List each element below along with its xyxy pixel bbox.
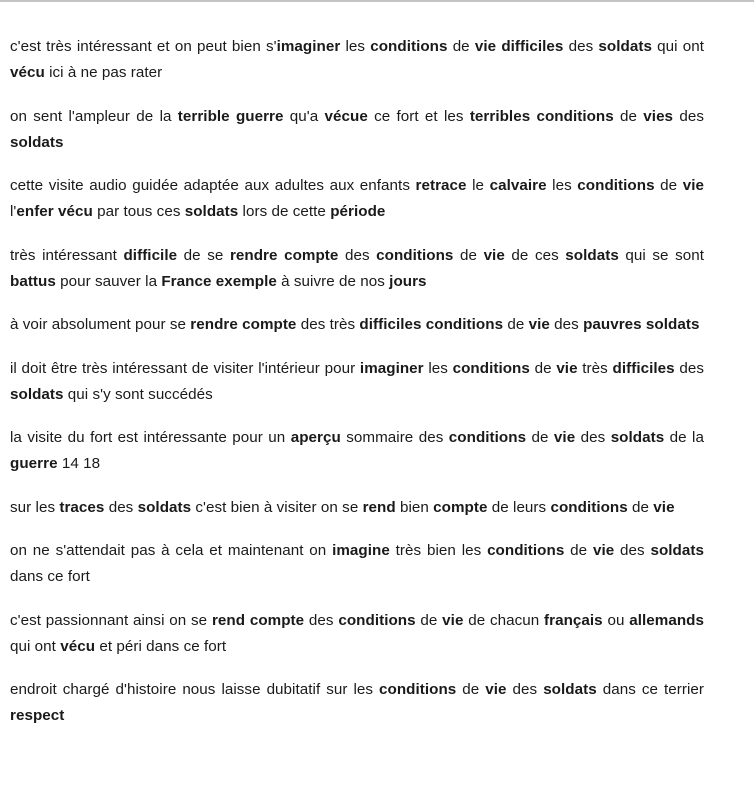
text-run: qu'a: [283, 107, 325, 125]
review-paragraph: [10, 104, 704, 156]
keyword-bold: traces: [59, 498, 105, 516]
keyword-bold: compte: [433, 498, 488, 516]
text-run: la visite du fort est intéressante pour un: [10, 429, 291, 446]
text-run: les: [423, 359, 453, 377]
text-run: de: [529, 359, 557, 377]
review-paragraph: [10, 677, 704, 729]
text-run: 14 18: [57, 455, 101, 472]
text-run: de: [447, 38, 475, 55]
keyword-bold: jours: [389, 272, 427, 290]
keyword-bold: vie: [553, 429, 576, 446]
text-run: de: [564, 542, 593, 559]
text-run: ici à ne pas rater: [44, 64, 163, 81]
keyword-bold: allemands: [629, 611, 704, 629]
keyword-bold: période: [330, 203, 386, 220]
keyword-bold: conditions: [376, 246, 454, 264]
text-run: des très: [296, 316, 360, 333]
keyword-bold: soldats: [543, 681, 597, 698]
keyword-bold: conditions: [370, 38, 448, 55]
text-run: très intéressant: [10, 246, 124, 264]
text-run: des: [104, 498, 138, 516]
keyword-bold: vie: [474, 38, 497, 55]
text-run: de: [453, 246, 484, 264]
document-body: [10, 34, 704, 747]
text-run: des: [614, 542, 651, 559]
keyword-bold: difficiles: [612, 359, 675, 377]
review-paragraph: [10, 34, 704, 86]
text-run: bien: [395, 498, 434, 516]
text-run: dans ce fort: [10, 568, 90, 585]
text-run: de: [627, 498, 654, 516]
keyword-bold: français: [544, 611, 603, 629]
keyword-bold: imaginer: [276, 38, 341, 55]
text-run: endroit chargé d'histoire nous laisse dubitatif sur les: [10, 681, 380, 698]
review-paragraph: [10, 425, 704, 477]
text-run: de chacun: [463, 611, 545, 629]
text-run: les: [340, 38, 371, 55]
text-run: c'est très intéressant et on peut bien s': [10, 38, 277, 55]
text-run: des: [575, 429, 611, 446]
text-run: des: [338, 246, 377, 264]
keyword-bold: rend: [362, 498, 396, 516]
keyword-bold: conditions: [448, 429, 527, 446]
text-run: c'est passionnant ainsi on se: [10, 611, 212, 629]
text-run: on sent l'ampleur de la: [10, 107, 178, 125]
keyword-bold: soldats: [10, 385, 64, 403]
keyword-bold: vécue: [324, 107, 368, 125]
keyword-bold: terrible guerre: [177, 107, 284, 125]
text-run: qui s'y sont succédés: [63, 385, 213, 403]
keyword-bold: imaginer: [359, 359, 424, 377]
text-run: pour sauver la: [55, 272, 162, 290]
review-paragraph: [10, 538, 704, 590]
text-run: lors de cette: [238, 203, 331, 220]
text-run: des: [549, 316, 584, 333]
text-run: à suivre de nos: [276, 272, 390, 290]
text-run: cette visite audio guidée adaptée aux adultes aux enfants: [10, 177, 416, 194]
text-run: de: [415, 611, 443, 629]
text-run: de: [456, 681, 486, 698]
text-run: il doit être très intéressant de visiter l'intérieur pour: [10, 359, 360, 377]
text-run: de se: [177, 246, 230, 264]
text-run: de leurs: [487, 498, 551, 516]
text-run: l': [10, 203, 17, 220]
review-paragraph: [10, 312, 704, 338]
keyword-bold: soldats: [184, 203, 239, 220]
keyword-bold: soldats: [650, 542, 704, 559]
keyword-bold: rendre compte: [229, 246, 339, 264]
text-run: de: [503, 316, 529, 333]
text-run: ou: [602, 611, 630, 629]
keyword-bold: guerre: [10, 455, 58, 472]
keyword-bold: conditions: [379, 681, 457, 698]
text-run: et péri dans ce fort: [95, 637, 227, 655]
text-run: c'est bien à visiter on se: [191, 498, 363, 516]
text-run: qui se sont: [618, 246, 704, 264]
review-paragraph: [10, 495, 704, 521]
keyword-bold: vécu: [60, 637, 96, 655]
text-run: on ne s'attendait pas à cela et maintenant on: [10, 542, 333, 559]
text-run: les: [546, 177, 578, 194]
text-run: de la: [664, 429, 704, 446]
keyword-bold: imagine: [332, 542, 390, 559]
text-run: dans ce terrier: [596, 681, 704, 698]
text-run: le: [466, 177, 490, 194]
text-run: sur les: [10, 498, 60, 516]
keyword-bold: conditions: [550, 498, 628, 516]
keyword-bold: vie: [682, 177, 704, 194]
keyword-bold: conditions: [487, 542, 565, 559]
keyword-bold: soldats: [565, 246, 619, 264]
text-run: de ces: [504, 246, 566, 264]
keyword-bold: pauvres soldats: [583, 316, 700, 333]
keyword-bold: rend compte: [211, 611, 305, 629]
keyword-bold: vie: [556, 359, 578, 377]
keyword-bold: conditions: [577, 177, 655, 194]
text-run: qui ont: [651, 38, 704, 55]
text-run: très bien les: [389, 542, 488, 559]
text-run: des: [304, 611, 339, 629]
text-run: des: [673, 107, 704, 125]
keyword-bold: rendre compte: [190, 316, 297, 333]
text-run: à voir absolument pour se: [10, 316, 191, 333]
page-top-border: [0, 0, 754, 2]
keyword-bold: respect: [10, 707, 65, 724]
keyword-bold: vie: [653, 498, 675, 516]
keyword-bold: vie: [528, 316, 550, 333]
review-paragraph: [10, 243, 704, 295]
review-paragraph: [10, 608, 704, 660]
keyword-bold: soldats: [10, 133, 64, 151]
text-run: de: [613, 107, 644, 125]
text-run: des: [674, 359, 704, 377]
keyword-bold: conditions: [338, 611, 416, 629]
keyword-bold: enfer vécu: [16, 203, 93, 220]
keyword-bold: vie: [485, 681, 507, 698]
text-run: ce fort et les: [367, 107, 470, 125]
text-run: qui ont: [10, 637, 61, 655]
text-run: de: [654, 177, 683, 194]
text-run: des: [563, 38, 599, 55]
keyword-bold: vie: [442, 611, 464, 629]
keyword-bold: vies: [643, 107, 674, 125]
text-run: très: [577, 359, 613, 377]
keyword-bold: soldats: [598, 38, 652, 55]
keyword-bold: vécu: [10, 64, 45, 81]
review-paragraph: [10, 356, 704, 408]
keyword-bold: battus: [10, 272, 56, 290]
text-run: des: [506, 681, 544, 698]
keyword-bold: difficiles: [501, 38, 564, 55]
keyword-bold: soldats: [137, 498, 192, 516]
keyword-bold: difficiles conditions: [359, 316, 504, 333]
keyword-bold: calvaire: [489, 177, 547, 194]
text-run: de: [526, 429, 554, 446]
keyword-bold: vie: [592, 542, 615, 559]
review-paragraph: [10, 173, 704, 225]
keyword-bold: conditions: [452, 359, 530, 377]
text-run: par tous ces: [92, 203, 185, 220]
keyword-bold: aperçu: [290, 429, 341, 446]
keyword-bold: difficile: [123, 246, 178, 264]
keyword-bold: France exemple: [161, 272, 277, 290]
keyword-bold: vie: [483, 246, 505, 264]
text-run: sommaire des: [340, 429, 449, 446]
keyword-bold: terribles conditions: [469, 107, 614, 125]
keyword-bold: retrace: [415, 177, 467, 194]
keyword-bold: soldats: [610, 429, 665, 446]
